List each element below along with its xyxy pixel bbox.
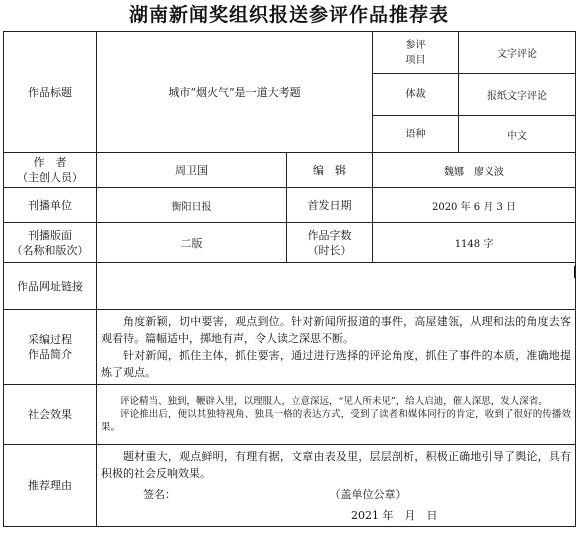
intro-label-line2: 作品简介: [28, 348, 72, 361]
intro-paragraph-2: 针对新闻，抓住主体，抓住要害，通过进行选择的评论角度，抓住了事件的本质，准确地提炼了观点。: [101, 349, 572, 379]
effect-content: [97, 385, 576, 445]
text-cursor: [574, 266, 575, 278]
edition-value: 二版: [97, 223, 287, 263]
reason-paragraph: 题材重大，观点鲜明，有理有据，文章由表及里，层层剖析，积极正确地引导了舆论，具有积极的社会反响效果。: [101, 449, 572, 480]
category-label-line1: 参评: [405, 39, 426, 51]
word-count-label-line2: （时长）: [307, 243, 352, 257]
word-count-value: 1148 字: [373, 223, 576, 263]
signature-label: 签名：: [143, 487, 176, 501]
work-title-value: 城市“烟火气”是一道大考题: [97, 32, 373, 153]
link-value: [97, 263, 576, 310]
intro-paragraph-1: 角度新颖，切中要害，观点到位。针对新闻所报道的事件，高屋建瓴，从理和法的角度去客观看待。篇幅适中，掷地有声，令人读之深思不断。: [101, 315, 572, 345]
author-value: 周卫国: [97, 153, 287, 188]
recommendation-form: [3, 31, 576, 527]
signature-line: [101, 486, 571, 503]
category-label-line2: 项目: [405, 54, 426, 66]
language-label: 语种: [373, 116, 459, 153]
reason-content: [97, 445, 576, 527]
first-date-value: 2020 年 6 月 3 日: [373, 188, 576, 223]
edition-label: [4, 223, 97, 263]
intro-label-line1: 采编过程: [28, 333, 72, 346]
word-count-label-line1: 作品字数: [307, 228, 352, 242]
category-label: [373, 32, 459, 74]
first-date-label: 首发日期: [287, 188, 373, 223]
reason-label: 推荐理由: [4, 445, 97, 527]
effect-paragraph-1: 评论精当、独到，鞭辟入里，以理服人，立意深远，“见人所未见”，给人启迪，催人深思，发人深省。: [120, 396, 548, 407]
editor-value: 魏娜 廖义波: [373, 153, 576, 188]
word-count-label: [287, 223, 373, 263]
intro-content: [97, 310, 576, 385]
edition-label-line2: （名称和版次）: [11, 243, 89, 257]
author-label-line2: （主创人员）: [17, 171, 83, 184]
work-title-label: 作品标题: [4, 32, 97, 153]
edition-label-line1: 刊播版面: [28, 228, 72, 242]
author-label-line1: 作 者: [33, 156, 67, 169]
link-label: 作品网址链接: [4, 263, 97, 310]
editor-label: 编 辑: [287, 153, 373, 188]
publisher-value: 衡阳日报: [97, 188, 287, 223]
effect-label: 社会效果: [4, 385, 97, 445]
genre-label: 体裁: [373, 74, 459, 116]
effect-paragraph-2: 评论推出后，便以其独特视角、独具一格的表达方式，受到了读者和媒体同行的肯定，收到了很好的传播效果。: [101, 409, 572, 433]
genre-value: 报纸文字评论: [459, 74, 576, 116]
language-value: 中文: [459, 116, 576, 153]
intro-label: [4, 310, 97, 385]
publisher-label: 刊播单位: [4, 188, 97, 223]
seal-label: （盖单位公章）: [329, 487, 407, 501]
author-label: [4, 153, 97, 188]
form-title: 湖南新闻奖组织报送参评作品推荐表: [128, 4, 449, 26]
sign-date: 2021 年 月 日: [351, 508, 438, 522]
category-value: 文字评论: [459, 32, 576, 74]
